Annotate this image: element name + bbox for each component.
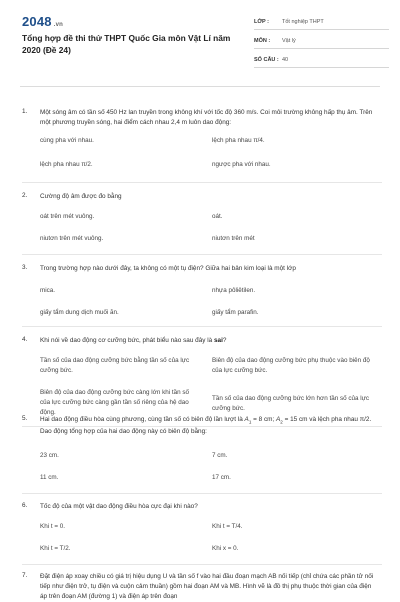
meta-label: MÔN : (254, 38, 271, 44)
option-b[interactable]: Biên độ của dao động cưỡng bức phụ thuộc vào biên độ của lực cưỡng bức. (212, 357, 370, 374)
exam-meta (254, 15, 389, 72)
amplitude-1-subscript: 1 (248, 419, 252, 425)
question-separator (22, 564, 382, 565)
meta-value: Vật lý (282, 38, 296, 44)
question-number: 7. (22, 572, 28, 579)
question-text-part-a: Hai dao động điều hòa cùng phương, cùng tần số có biên độ lần lượt là (40, 416, 243, 423)
question-text-part-b: và lệch pha nhau π/2. Dao động tổng hợp của hai dao động này có biên độ bằng: (40, 416, 372, 436)
option-a[interactable]: cùng pha với nhau. (40, 137, 94, 144)
option-d[interactable]: niutơn trên mét (212, 235, 255, 242)
meta-row-class (254, 15, 389, 30)
option-b[interactable]: lệch pha nhau π/4. (212, 137, 265, 144)
question-text: Trong trường hợp nào dưới đây, ta không có một tụ điện? Giữa hai bản kim loại là một lớp (40, 265, 296, 272)
option-b[interactable]: 7 cm. (212, 452, 228, 459)
amplitude-2-value: = 15 cm (282, 416, 308, 423)
logo-suffix: .vn (53, 22, 64, 28)
option-d[interactable]: ngược pha với nhau. (212, 161, 271, 168)
meta-row-subject (254, 34, 389, 49)
option-a[interactable]: oát trên mét vuông. (40, 213, 95, 220)
option-d[interactable]: Khi x = 0. (212, 545, 239, 552)
option-c[interactable]: Biên độ của dao động cưỡng bức càng lớn khi tần số của lực cưỡng bức càng gần tần số riêng của hệ dao động. (40, 389, 190, 416)
option-c[interactable]: lệch pha nhau π/2. (40, 161, 93, 168)
question-separator (22, 182, 382, 183)
option-a[interactable]: Tần số của dao động cưỡng bức bằng tần số của lực cưỡng bức. (40, 357, 190, 374)
option-a[interactable]: 23 cm. (40, 452, 59, 459)
question-separator (22, 493, 382, 494)
logo-text: 2048 (22, 14, 52, 29)
question-text: Cường độ âm được đo bằng (40, 193, 122, 200)
amplitude-2-symbol: A (276, 416, 281, 423)
question-number: 6. (22, 502, 28, 509)
option-d[interactable]: 17 cm. (212, 474, 231, 481)
option-a[interactable]: mica. (40, 287, 56, 294)
header-divider (20, 86, 380, 87)
question-separator (22, 326, 382, 327)
option-b[interactable]: nhựa pôliêtilen. (212, 287, 256, 294)
option-b[interactable]: oát. (212, 213, 223, 220)
question-text: Đặt điện áp xoay chiều có giá trị hiệu dụng U và tần số f vào hai đầu đoạn mạch AB nối tiếp (chỉ chứa các phần tử nối tiếp như điện trở, tụ điện và cuộn cảm thuần) gồm hai đoạn AM và MB. Hình vẽ là đồ thị phụ thuộc thời gian của điện áp trên đoạn AM (đường 1) và điện áp trên đoạn (40, 573, 374, 600)
question-separator (22, 254, 382, 255)
option-c[interactable]: niutơn trên mét vuông. (40, 235, 104, 242)
question-text (40, 415, 378, 437)
option-d[interactable]: giấy tẩm parafin. (212, 309, 259, 316)
question-text-end: ? (222, 337, 227, 344)
meta-value: 40 (282, 57, 289, 63)
meta-label: SỐ CÂU : (254, 57, 279, 63)
question-number: 5. (22, 415, 28, 422)
meta-value: Tốt nghiệp THPT (282, 19, 324, 25)
meta-label: LỚP : (254, 19, 269, 25)
question-text (40, 336, 378, 346)
option-d[interactable]: Tần số của dao động cưỡng bức lớn hơn tần số của lực cưỡng bức. (212, 395, 370, 412)
amplitude-2-subscript: 2 (280, 419, 283, 425)
option-b[interactable]: Khi t = T/4. (212, 523, 243, 530)
meta-row-count (254, 53, 389, 68)
option-a[interactable]: Khi t = 0. (40, 523, 66, 530)
exam-title: Tổng hợp đề thi thử THPT Quốc Gia môn Vật Lí năm 2020 (Đề 24) (22, 33, 231, 55)
amplitude-1-value: = 8 cm; (251, 416, 275, 423)
site-logo[interactable] (22, 14, 63, 29)
page-header (0, 0, 400, 82)
question-number: 3. (22, 264, 28, 271)
option-c[interactable]: giấy tẩm dung dịch muối ăn. (40, 309, 119, 316)
question-number: 1. (22, 108, 28, 115)
amplitude-1-symbol: A (244, 416, 249, 423)
question-number: 4. (22, 336, 28, 343)
question-text: Tốc độ của một vật dao động điều hòa cực đại khi nào? (40, 503, 198, 510)
option-c[interactable]: 11 cm. (40, 474, 59, 481)
option-c[interactable]: Khi t = T/2. (40, 545, 71, 552)
question-text-main: Khi nói về dao động cơ cưỡng bức, phát biểu nào sau đây là (40, 337, 213, 344)
question-number: 2. (22, 192, 28, 199)
question-text-emphasis: sai (213, 337, 223, 344)
question-text: Một sóng âm có tần số 450 Hz lan truyền trong không khí với tốc độ 360 m/s. Coi môi trường không hấp thụ âm. Trên một phương truyền sóng, hai điểm cách nhau 2,4 m luôn dao động: (40, 109, 373, 126)
